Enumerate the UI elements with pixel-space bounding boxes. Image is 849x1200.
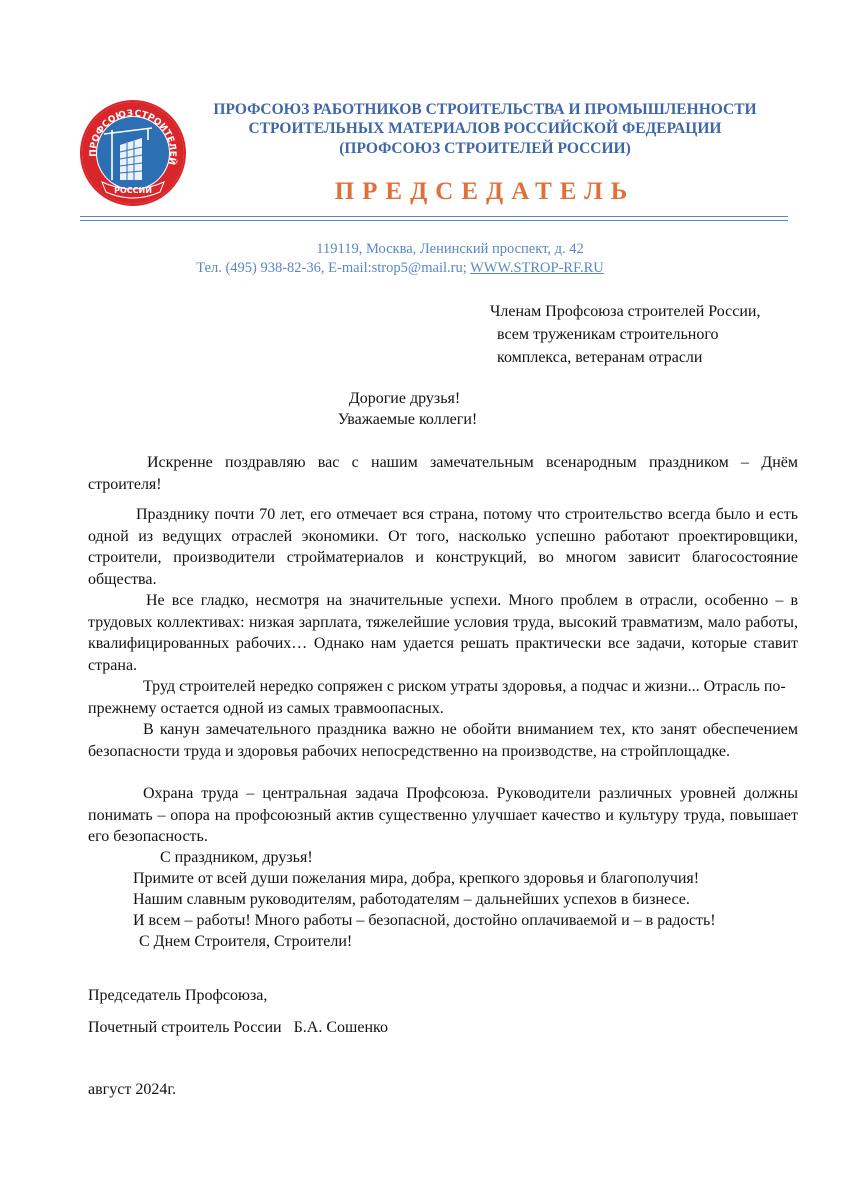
paragraph-1: Искренне поздравляю вас с нашим замечательным всенародным праздником – Днём строителя! [88,454,798,493]
closing-line-2: Примите от всей души пожелания мира, добра, крепкого здоровья и благополучия! [133,870,700,887]
paragraph-2: Празднику почти 70 лет, его отмечает вся страна, потому что строительство всегда было и есть одной из ведущих отраслей экономики. От того, насколько успешно работают проектировщики, строители, производители стройматериалов и конструкций, во многом зависит благосостояние общества. [88,506,798,588]
paragraph-5: В канун замечательного праздника важно не обойти вниманием тех, кто занят обеспечением безопасности труда и здоровья рабочих непосредственно на производстве, на стройплощадке. [88,721,798,760]
signature-name: Почетный строитель России Б.А. Сошенко [88,1019,388,1036]
header-divider-top [80,216,788,217]
paragraph-6: Охрана труда – центральная задача Профсоюза. Руководители различных уровней должны понимать – опора на профсоюзный актив существенно улучшает качество и культуру труда, повышает его безопасность. [88,785,798,845]
greeting-line-2: Уважаемые коллеги! [337,411,478,428]
address-line: 119119, Москва, Ленинский проспект, д. 42 [316,241,584,257]
header-divider-bottom [80,220,788,221]
logo-ribbon-text: РОССИИ [114,186,152,195]
org-name-line-3: (ПРОФСОЮЗ СТРОИТЕЛЕЙ РОССИИ) [339,140,631,157]
website-link[interactable]: WWW.STROP-RF.RU [470,260,604,276]
union-logo [80,100,186,206]
addressee-line-1: Членам Профсоюза строителей России, [490,303,761,320]
logo-ring-text-right: СТРОИТЕЛЕЙ [133,108,178,166]
contact-line [120,259,680,278]
greeting-line-1: Дорогие друзья! [348,390,461,407]
closing-line-3: Нашим славным руководителям, работодателям – дальнейших успехов в бизнесе. [133,891,690,908]
closing-line-5: С Днем Строителя, Строители! [139,933,353,950]
letter-date: август 2024г. [88,1081,177,1098]
org-name-line-1: ПРОФСОЮЗ РАБОТНИКОВ СТРОИТЕЛЬСТВА И ПРОМЫШЛЕННОСТИ [213,101,757,118]
position-title: ПРЕДСЕДАТЕЛЬ [334,178,636,205]
closing-line-4: И всем – работы! Много работы – безопасной, достойно оплачиваемой и – в радость! [133,912,716,929]
logo-ring-text-left: ПРОФСОЮЗ [88,108,134,157]
addressee-line-3: комплекса, ветеранам отрасли [497,349,703,366]
closing-line-1: С праздником, друзья! [160,849,313,866]
signature-title: Председатель Профсоюза, [88,987,268,1004]
phone-email: Тел. (495) 938-82-36, E-mail:strop5@mail.ru; [196,260,467,276]
org-name-line-2: СТРОИТЕЛЬНЫХ МАТЕРИАЛОВ РОССИЙСКОЙ ФЕДЕРАЦИИ [248,120,722,137]
paragraph-4: Труд строителей нередко сопряжен с риском утраты здоровья, а подчас и жизни... Отрасль по-прежнему остается одной из самых травмоопасных. [88,678,786,717]
paragraph-3: Не все гладко, несмотря на значительные успехи. Много проблем в отрасли, особенно – в трудовых коллективах: низкая зарплата, тяжелейшие условия труда, высокий травматизм, мало работы, квалифицированных рабочих… Однако нам удается решать практически все задачи, которые ставит страна. [88,592,798,674]
addressee-line-2: всем труженикам строительного [497,326,719,343]
